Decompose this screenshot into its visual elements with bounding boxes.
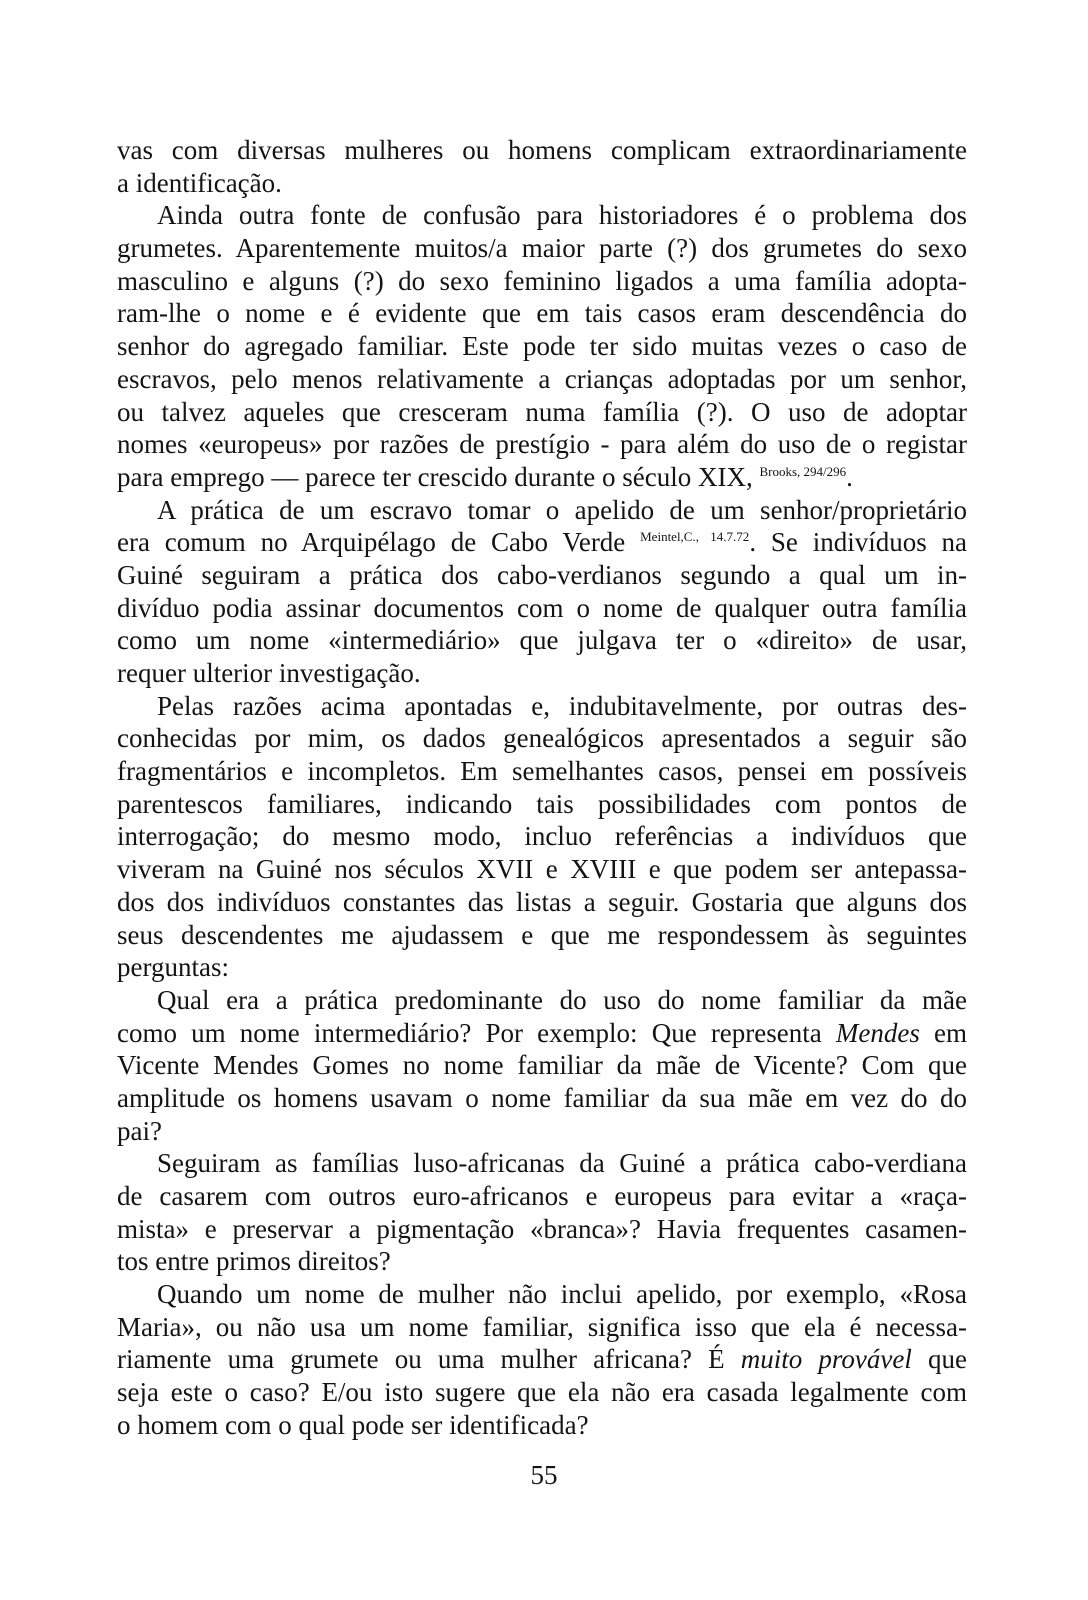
text-line [117, 167, 967, 200]
line-text: pai? [117, 1115, 162, 1146]
text-line [117, 526, 967, 559]
line-text: tos entre primos direitos? [117, 1246, 391, 1277]
text-line [117, 592, 967, 625]
line-text: Ainda outra fonte de confusão para historiadores é o problema dos [157, 200, 967, 231]
text-line [117, 1213, 967, 1246]
text-line [117, 690, 967, 723]
line-text: ram-lhe o nome e é evidente que em tais casos eram descendência do [117, 298, 967, 329]
text-line [117, 461, 967, 494]
line-text: mista» e preservar a pigmentação «branca»? Havia frequentes casamen- [117, 1213, 967, 1244]
text-line [117, 494, 967, 527]
line-text: Maria», ou não usa um nome familiar, significa isso que ela é necessa- [117, 1311, 967, 1342]
line-text: vas com diversas mulheres ou homens complicam extraordinariamente [117, 135, 967, 165]
text-line [117, 428, 967, 461]
line-text: divíduo podia assinar documentos com o nome de qualquer outra família [117, 592, 967, 623]
line-text: Guiné seguiram a prática dos cabo-verdianos segundo a qual um in- [117, 559, 967, 590]
text-line [117, 951, 967, 984]
text-line [117, 330, 967, 363]
text-line [117, 1017, 967, 1050]
text-line [117, 853, 967, 886]
line-text: o homem com o qual pode ser identificada? [117, 1409, 589, 1440]
text-line [117, 1376, 967, 1409]
line-text: como um nome intermediário? Por exemplo: Que representa [117, 1017, 822, 1048]
text-line [117, 919, 967, 952]
line-text: senhor do agregado familiar. Este pode ter sido muitas vezes o caso de [117, 331, 967, 362]
line-text: grumetes. Aparentemente muitos/a maior parte (?) dos grumetes do sexo [117, 233, 967, 264]
line-text: Qual era a prática predominante do uso do nome familiar da mãe [157, 984, 967, 1015]
text-line [117, 1311, 967, 1344]
text-line [117, 1082, 967, 1115]
text-line [117, 199, 967, 232]
line-text: requer ulterior investigação. [117, 658, 421, 688]
page-number: 55 [530, 1460, 558, 1490]
line-text: Vicente Mendes Gomes no nome familiar da mãe de Vicente? Com que [117, 1050, 967, 1081]
line-text: para emprego — parece ter crescido durante o século XIX, [117, 461, 753, 492]
line-text: era comum no Arquipélago de Cabo Verde [117, 527, 626, 558]
citation-superscript: Meintel,C., 14.7.72 [640, 529, 750, 545]
line-text: Seguiram as famílias luso-africanas da Guiné a prática cabo-verdiana [157, 1148, 967, 1179]
text-line [117, 624, 967, 657]
text-line [117, 396, 967, 429]
line-text: masculino e alguns (?) do sexo feminino ligados a uma família adopta- [117, 265, 967, 296]
text-line [117, 1409, 967, 1442]
text-line [117, 1147, 967, 1180]
text-line [117, 657, 967, 690]
text-line [117, 1180, 967, 1213]
line-text: conhecidas por mim, os dados genealógicos apresentados a seguir são [117, 723, 967, 754]
text-line [117, 363, 967, 396]
text-line [117, 559, 967, 592]
text-line [117, 1343, 967, 1376]
text-line [117, 788, 967, 821]
line-text: seus descendentes me ajudassem e que me respondessem às seguintes [117, 919, 967, 950]
line-text: A prática de um escravo tomar o apelido de um senhor/proprietário [157, 494, 967, 525]
line-text: fragmentários e incompletos. Em semelhantes casos, pensei em possíveis [117, 756, 967, 787]
line-text: perguntas: [117, 952, 229, 983]
line-text: nomes «europeus» por razões de prestígio - para além do uso de o registar [117, 429, 967, 460]
text-line [117, 1245, 967, 1278]
italic-text: muito provável [740, 1344, 912, 1375]
line-text-tail: . [846, 461, 853, 492]
text-line [117, 1049, 967, 1082]
line-text: parentescos familiares, indicando tais possibilidades com pontos de [117, 788, 967, 819]
page-body [117, 134, 967, 1442]
text-line [117, 984, 967, 1017]
line-text-tail: . Se indivíduos na [749, 527, 968, 558]
text-line [117, 134, 967, 167]
line-text: de casarem com outros euro-africanos e europeus para evitar a «raça- [117, 1181, 967, 1211]
line-text: a identificação. [117, 167, 282, 198]
text-line [117, 297, 967, 330]
line-text: riamente uma grumete ou uma mulher africana? É [117, 1344, 725, 1375]
text-line [117, 755, 967, 788]
line-text: interrogação; do mesmo modo, incluo referências a indivíduos que [117, 821, 967, 852]
line-text: dos dos indivíduos constantes das listas a seguir. Gostaria que alguns dos [117, 886, 967, 917]
line-text-tail: em [919, 1017, 967, 1048]
line-text: viveram na Guiné nos séculos XVII e XVIII e que podem ser antepassa- [117, 854, 967, 885]
line-text: Pelas razões acima apontadas e, indubitavelmente, por outras des- [157, 690, 967, 721]
line-text: ou talvez aqueles que cresceram numa família (?). O uso de adoptar [117, 396, 967, 427]
text-line [117, 265, 967, 298]
text-line [117, 1115, 967, 1148]
text-line [117, 232, 967, 265]
line-text: amplitude os homens usavam o nome familiar da sua mãe em vez do do [117, 1082, 967, 1113]
italic-text: Mendes [835, 1017, 920, 1048]
line-text: como um nome «intermediário» que julgava ter o «direito» de usar, [117, 625, 967, 656]
line-text: escravos, pelo menos relativamente a crianças adoptadas por um senhor, [117, 363, 967, 394]
line-text: Quando um nome de mulher não inclui apelido, por exemplo, «Rosa [157, 1279, 967, 1310]
text-line [117, 820, 967, 853]
line-text-tail: que [911, 1344, 968, 1375]
text-line [117, 1278, 967, 1311]
citation-superscript: Brooks, 294/296 [759, 463, 847, 479]
text-line [117, 722, 967, 755]
text-line [117, 886, 967, 919]
line-text: seja este o caso? E/ou isto sugere que ela não era casada legalmente com [117, 1377, 967, 1408]
